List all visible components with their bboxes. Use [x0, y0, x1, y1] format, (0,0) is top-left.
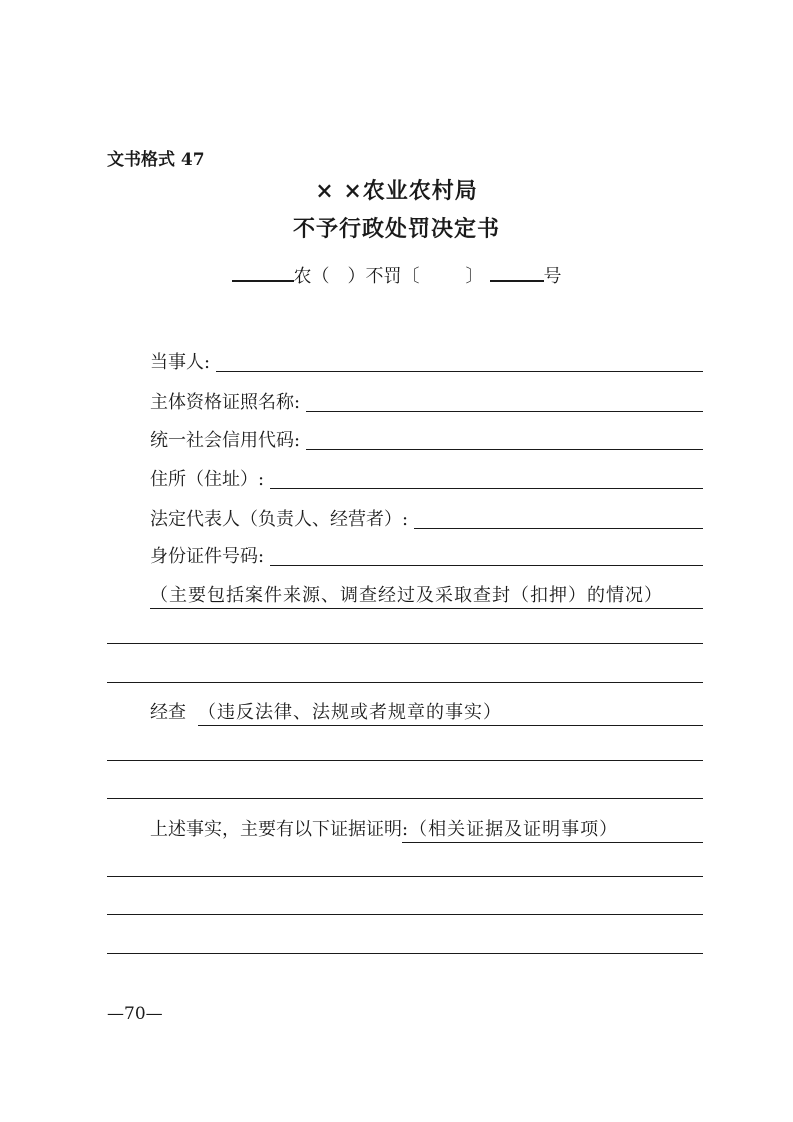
- field-credit-code: [150, 426, 703, 454]
- document-format-label: 文书格式 47: [107, 150, 205, 170]
- evidence-label: 上述事实，主要有以下证据证明: [150, 819, 402, 840]
- doc-number-blank-serial[interactable]: [490, 262, 544, 282]
- evidence-row: [150, 815, 703, 843]
- agency-title: × ×农业农村局: [315, 178, 478, 204]
- field-legal-rep-label: 法定代表人（负责人、经营者）:: [150, 509, 409, 530]
- field-id-number: [150, 542, 703, 570]
- case-summary-line-2[interactable]: [107, 682, 703, 683]
- field-id-number-input[interactable]: [270, 565, 703, 566]
- investigation-row: [150, 698, 703, 726]
- evidence-hint[interactable]: :（相关证据及证明事项）: [402, 815, 703, 843]
- investigation-hint[interactable]: （违反法律、法规或者规章的事实）: [198, 698, 703, 726]
- field-license-name-label: 主体资格证照名称:: [150, 392, 301, 413]
- field-address-label: 住所（住址）:: [150, 469, 265, 490]
- evidence-line-3[interactable]: [107, 953, 703, 954]
- doc-number-blank-prefix[interactable]: [232, 262, 294, 282]
- field-id-number-label: 身份证件号码:: [150, 546, 265, 567]
- doc-number-part3: 号: [543, 266, 562, 287]
- document-number: [0, 262, 793, 288]
- field-license-name-input[interactable]: [306, 411, 703, 412]
- case-summary-hint: （主要包括案件来源、调查经过及采取查封（扣押）的情况）: [150, 581, 703, 609]
- field-license-name: [150, 388, 703, 416]
- field-legal-rep-input[interactable]: [414, 528, 703, 529]
- evidence-line-1[interactable]: [107, 876, 703, 877]
- field-address-input[interactable]: [270, 488, 703, 489]
- field-party: [150, 348, 703, 376]
- investigation-label: 经查: [150, 702, 186, 723]
- case-summary-line-1[interactable]: [107, 643, 703, 644]
- field-party-input[interactable]: [216, 371, 703, 372]
- doc-number-blank-year[interactable]: [420, 264, 466, 282]
- field-address: [150, 465, 703, 493]
- document-title: 不予行政处罚决定书: [292, 216, 500, 242]
- investigation-line-2[interactable]: [107, 798, 703, 799]
- case-summary-row[interactable]: [150, 581, 703, 609]
- field-party-label: 当事人:: [150, 352, 211, 373]
- page-number: —70—: [107, 1004, 163, 1024]
- field-credit-code-label: 统一社会信用代码:: [150, 430, 301, 451]
- field-legal-rep: [150, 505, 703, 533]
- field-credit-code-input[interactable]: [306, 449, 703, 450]
- doc-number-part1: 农（ ）不罚〔: [293, 266, 420, 287]
- doc-number-part2: 〕: [465, 266, 484, 287]
- evidence-line-2[interactable]: [107, 914, 703, 915]
- investigation-line-1[interactable]: [107, 760, 703, 761]
